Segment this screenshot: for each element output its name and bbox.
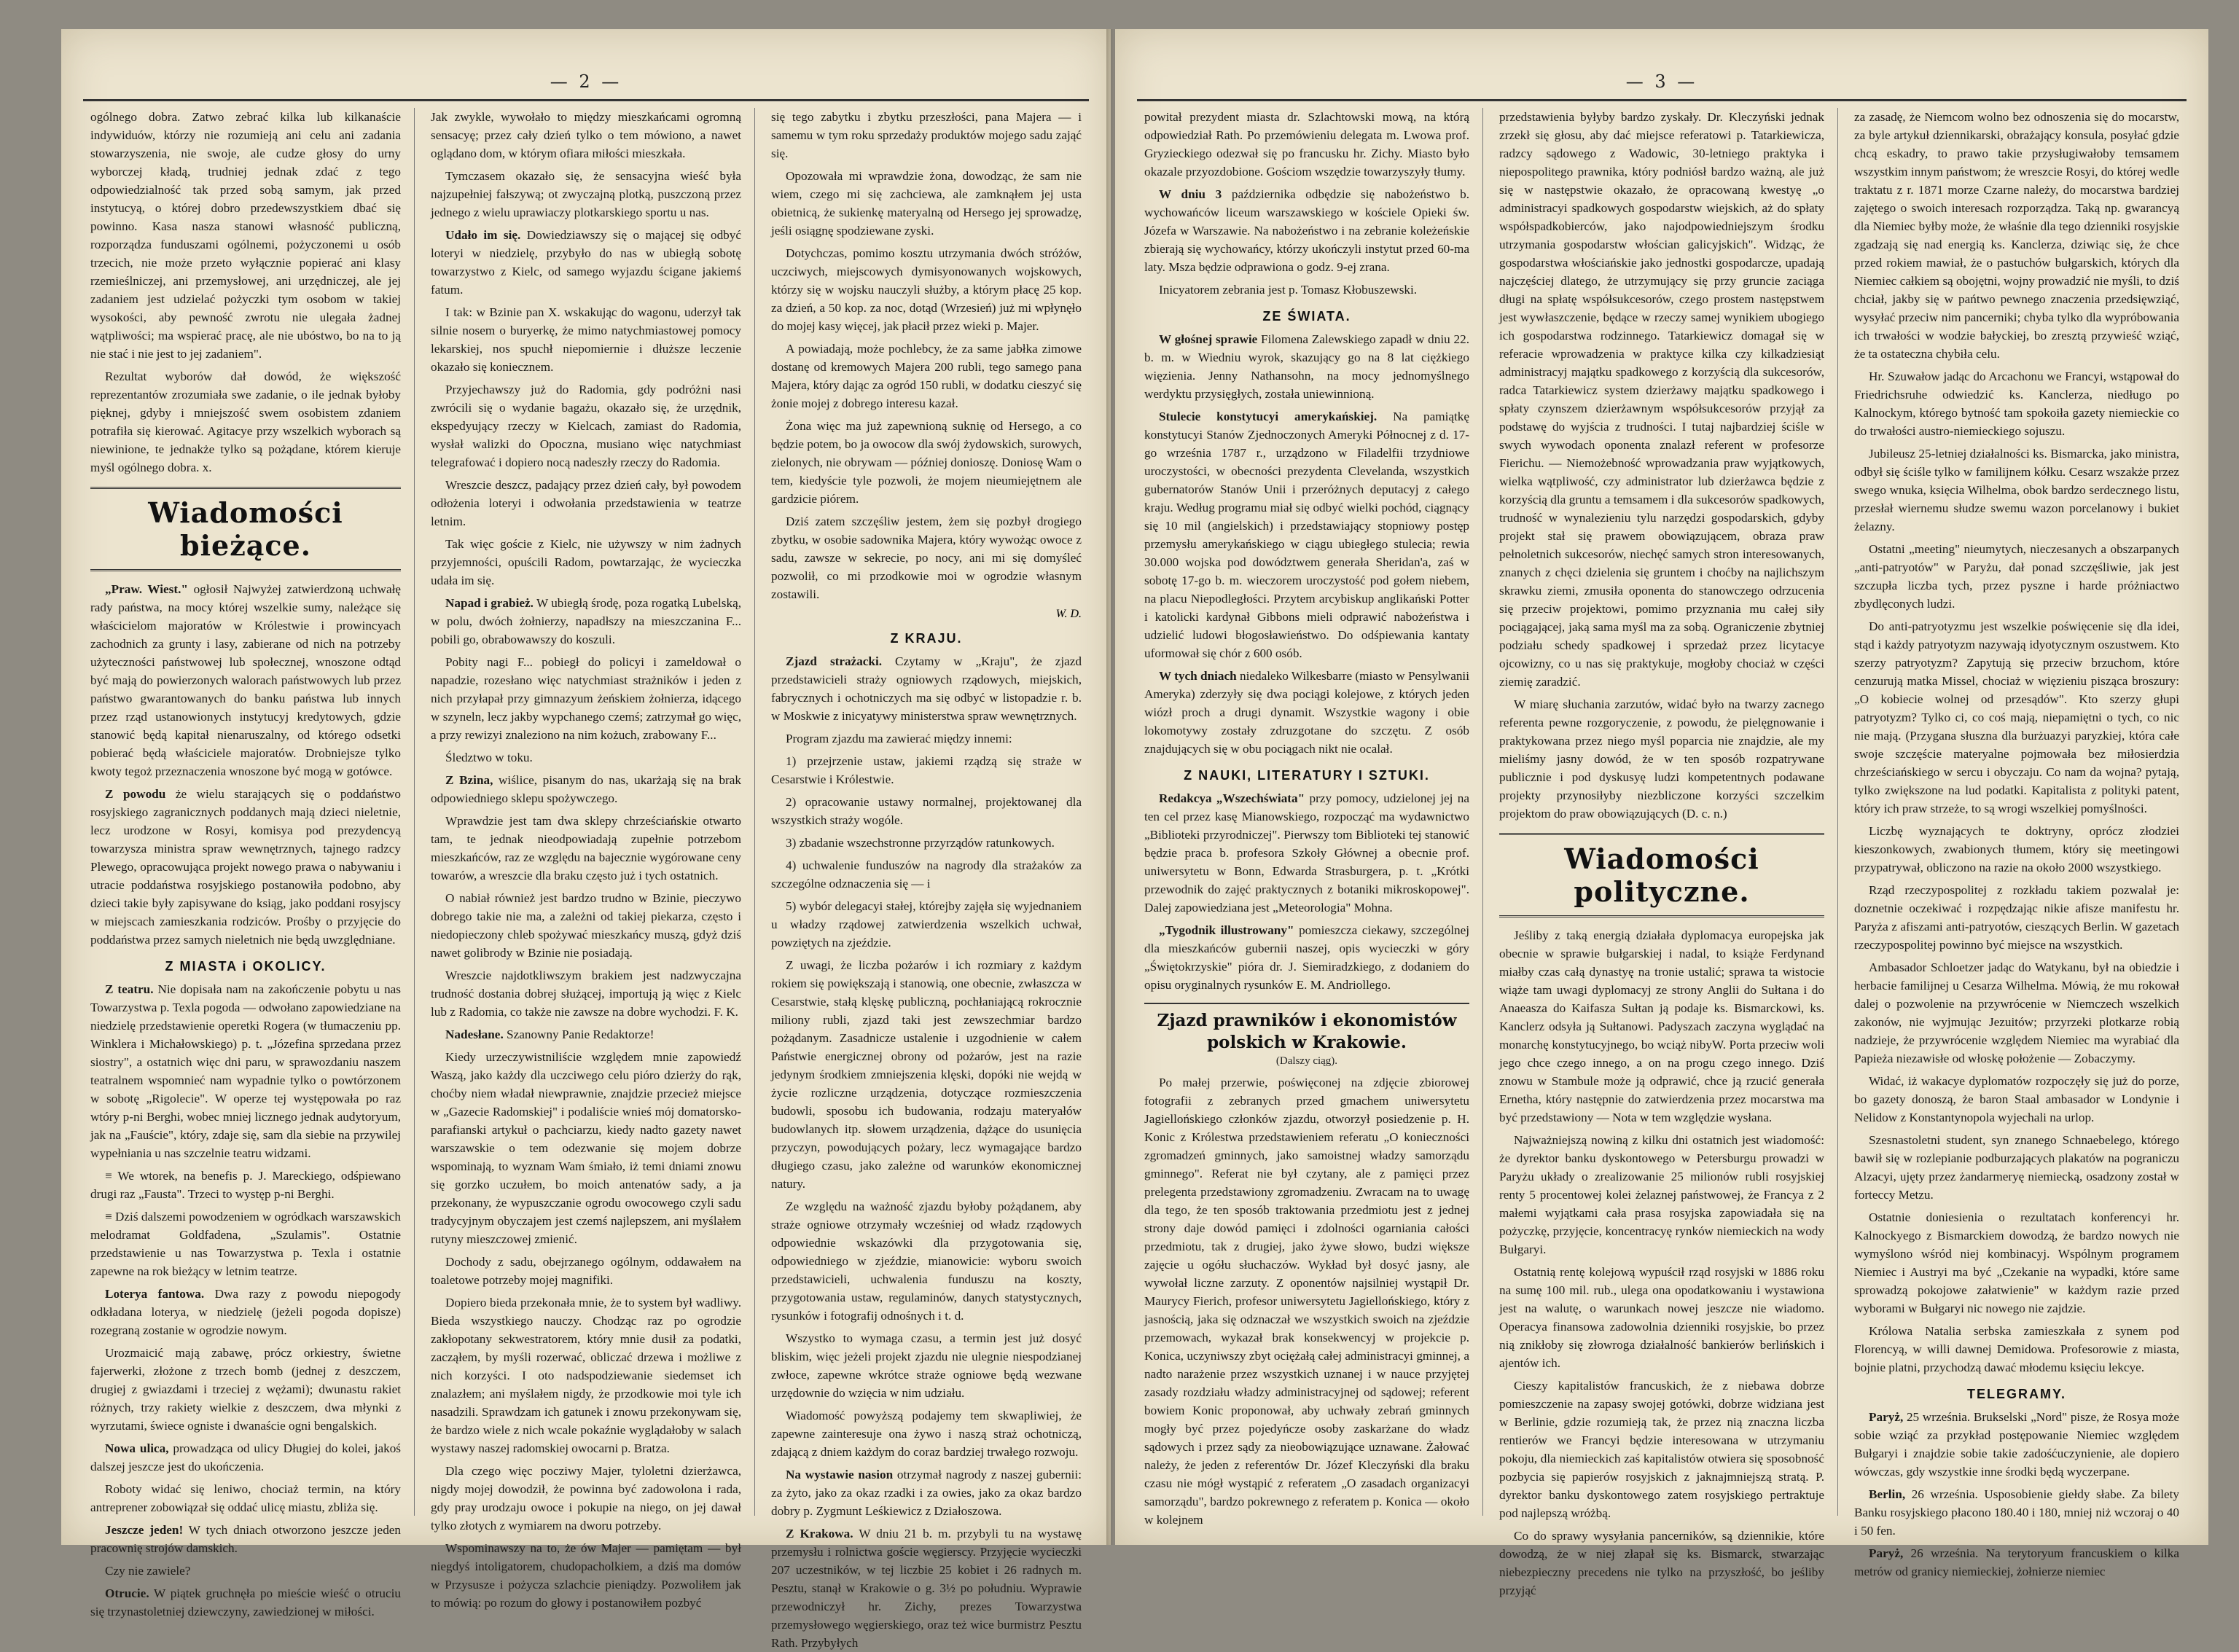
article-title: Zjazd prawników i ekonomistów polskich w Krakowie. [1144, 1003, 1469, 1054]
paragraph [1144, 1073, 1469, 1529]
paragraph-text: Przyjechawszy już do Radomia, gdy podróżni nasi zwrócili się o wydanie bagażu, okazało się, że urzędnik, ekspedyujący rzeczy w Kielcach, zamiast do Radomia, wysłał walizki do Opoczna, musiano więc natychmiast telegrafować i dopiero nocą nadeszły rzeczy do Radomia. [431, 383, 741, 469]
paragraph [771, 340, 1082, 412]
paragraph-text: prowadząca od ulicy Długiej do kolei, jakoś dalszej jeszcze jest do ukończenia. [90, 1441, 401, 1473]
paragraph-text: pomieszcza ciekawy, szczególnej dla mieszkańców gubernii naszej, opis wycieczki w góry „Świętokrzyskie" pióra dr. J. Siemiradzkiego, z dodaniem do opisu oryginalnych rysunków E. M. Andriollego. [1144, 923, 1469, 992]
paragraph [1499, 1527, 1824, 1600]
paragraph [771, 1197, 1082, 1325]
paragraph [1854, 1485, 2179, 1540]
paragraph [771, 1465, 1082, 1520]
paragraph-text: Dowiedziawszy się o mającej się odbyć loteryi w niedzielę, przybyło do nas w ubiegłą sobotę towarzystwo z Kielc, od samego wyjazdu ścigane jakiemś fatum. [431, 228, 741, 297]
article-header [1144, 1003, 1469, 1068]
paragraph-lead: Otrucie. [105, 1586, 149, 1600]
paragraph-lead: „Tygodnik illustrowany" [1159, 923, 1294, 937]
paragraph [1854, 617, 2179, 818]
paragraph-text: otrzymał nagrody z naszej gubernii: za żyto, jako za okaz rzadki i za owies, jako za okaz bardzo dobry p. Zygmunt Leśkiewicz z Działoszowa. [771, 1468, 1082, 1518]
paragraph-text: Dochody z sadu, obejrzanego ogólnym, oddawałem na toaletowe potrzeby mojej magnifiki. [431, 1255, 741, 1287]
section-heading: Wiadomości polityczne. [1499, 833, 1824, 917]
paragraph [771, 729, 1082, 748]
paragraph [90, 1521, 401, 1557]
paragraph-text: Wreszcie najdotkliwszym brakiem jest nadzwyczajna trudność dostania dobrej służącej, importują ją więc z Kielc lub z Radomia, co także nie zawsze na dobre wychodzi. F. K. [431, 968, 741, 1019]
column-container [90, 108, 1082, 1650]
paragraph-text: Wspominawszy na to, że ów Majer — pamiętam — był niegdyś intoligatorem, chudopacholkiem, a dziś ma domów w Przysusze i pożycza szlachcie pieniądzy. Pozwoliłem jak to mówią: po rozum do głowy i postanowiłem pozbyć [431, 1541, 741, 1610]
paragraph [771, 512, 1082, 603]
paragraph [1499, 108, 1824, 691]
paragraph-text: Liczbę wyznających te doktryny, oprócz złodziei kieszonkowych, zwabionych tłumem, który się meetingowi przypatrywał, obliczono na razie na około 2000 wszystkiego. [1854, 824, 2179, 874]
paragraph-text: Jubileusz 25-letniej działalności ks. Bismarcka, jako ministra, odbył się ściśle tylko w familijnem kółku. Cesarz wszakże przez swego wnuka, księcia Wilhelma, obok bardzo serdecznego listu, przesłał wiernemu słudze swemu wazon porcelanowy i bukiet żelazny. [1854, 447, 2179, 533]
paragraph-text: Ze względu na ważność zjazdu byłoby pożądanem, aby straże ogniowe otrzymały wcześniej od władz rządowych odpowiednie wskazówki dla przygotowania się, odpowiedniego w zjeździe, mianowicie: wyboru swoich przedstawicieli, uchwalenia funduszu na koszty, przygotowania ustaw, regulaminów, danych statystycznych, rysunków i fotografij odnośnych i t. d. [771, 1199, 1082, 1323]
paragraph-lead: „Praw. Wiest." [105, 582, 188, 596]
paragraph-lead: Na wystawie nasion [786, 1468, 894, 1481]
paragraph-lead: W dniu 3 [1159, 187, 1222, 201]
paragraph-text: Po małej przerwie, poświęconej na zdjęcie zbiorowej fotografii z zebranych przed gmachem uniwersytetu Jagiellońskiego członków zjazdu, otworzył posiedzenie p. H. Konic z Królestwa przedstawieniem referatu „O konieczności zgromadzeń gminnych, jako samoistnej władzy samorządu gminnego". Referat nie był czytany, ale z pamięci przez prelegenta przedstawiony zgromadzeniu. Zwracam na to uwagę dla tego, że ten sposób traktowania przedmiotu jest z jednej strony daje dowód pamięci i zdolności ogarniania całości przedmiotu, tak z drugiej, jako żywe słowo, budzi większe zajęcie u ogółu słuchaczów. Wykład był dosyć jasny, ale wywołał liczne zarzuty. Z oponentów najsilniej wystąpił Dr. Maurycy Fierich, profesor uniwersytetu Jagiellońskiego, który z jasnością, jaka się odznaczał we wszystkich swoich na zjeździe przemowach, wykazał brak konsekwencyj w projekcie p. Konica, uczyniwszy zbyt ociężałą całej administracyi gminnej, a nadto narażenie przez wszystkich uznanej i w nauce przyjętej zasady rozdziału władzy administracyjnej od sądowej; referent bowiem Konic proponował, aby uchwały zebrań gminnych mogły być przez pojedyńcze osoby zaskarżane do władz sądowych i przez sądy za nieobowiązujące uznawane. Żałować należy, że jeden z referentów Dr. Józef Kleczyński dla braku czasu nie mógł wystąpić z referatem „O zasadach organizacyi samorządu", bardzo pokrewnego z referatem p. Konica — około w kolejnem [1144, 1076, 1469, 1527]
paragraph-lead: Zjazd strażacki. [786, 654, 883, 668]
paragraph-text: Tymczasem okazało się, że sensacyjna wieść była najzupełniej fałszywą; ot zwyczajną plotką, puszczoną przez jednego z wielu uprawiaczy plotkarskiego sportu u nas. [431, 169, 741, 219]
paragraph-text: ≡ Dziś dalszemi powodzeniem w ogródkach warszawskich melodramat Goldfadena, „Szulamis". Ostatnie przedstawienie u nas Towarzystwa p. Texla i ostatnie zapewne na rok bieżący w letnim teatrze. [90, 1210, 401, 1278]
paragraph-text: Urozmaicić mają zabawę, prócz orkiestry, świetne fajerwerki, złożone z trzech bomb (jednej z deszczem, drugiej z gwiazdami i trzeciej z wężami); dwunastu rakiet różnych, trzy rakiety wielkie z deszczem, dwa młynki z wyrzutami, świece ogniste i dwanaście ogni bengalskich. [90, 1346, 401, 1433]
paragraph-text: 4) uchwalenie funduszów na nagrody dla strażaków za szczególne odznaczenia się — i [771, 858, 1082, 890]
paragraph [771, 856, 1082, 893]
paragraph [1144, 185, 1469, 276]
paragraph-text: Program zjazdu ma zawierać między innemi: [786, 732, 1012, 745]
paragraph-lead: Udało im się. [445, 228, 521, 242]
paragraph-lead: Nadesłane. [445, 1027, 504, 1041]
paragraph [1144, 281, 1469, 299]
paragraph-text: Inicyatorem zebrania jest p. Tomasz Kłobuszewski. [1159, 283, 1418, 297]
paragraph-text: Hr. Szuwałow jadąc do Arcachonu we Francyi, wstąpował do Friedrichsruhe odwiedzić ks. Kanclerza, niedługo po Kalnockym, którego bytność tam spokoiła gazety niemieckie co do trwałości austro-niemieckiego sojuszu. [1854, 369, 2179, 438]
paragraph [1854, 540, 2179, 613]
paragraph [90, 1562, 401, 1580]
paragraph-text: W piątek gruchnęła po mieście wieść o otruciu się trzynastoletniej dziewczyny, zawiedzionej w miłości. [90, 1586, 401, 1618]
paragraph-text: 5) wybór delegacyi stałej, którejby zajęła się wyjednaniem u władzy rządowej zatwierdzenia wszelkich uchwał, powziętych na zjeździe. [771, 899, 1082, 950]
paragraph-lead: Nowa ulica, [105, 1441, 169, 1455]
paragraph-text: Czytamy w „Kraju", że zjazd przedstawicieli straży ogniowych rządowych, miejskich, fabrycznych i ochotniczych ma się odbyć w listopadzie r. b. w Moskwie z inicyatywy ministerstwa spraw wewnętrznych. [771, 654, 1082, 723]
paragraph [1144, 789, 1469, 917]
paragraph [771, 244, 1082, 335]
paragraph-text: Jak zwykle, wywołało to między mieszkańcami ogromną sensacyę; przez cały dzień tylko o tem mówiono, a nawet oglądano dom, w którym ofiara miłości mieszkała. [431, 110, 741, 160]
paragraph [90, 1344, 401, 1435]
paragraph [1144, 667, 1469, 758]
paragraph [1144, 330, 1469, 403]
paragraph-lead: Z Krakowa. [786, 1527, 853, 1541]
paragraph [431, 226, 741, 299]
paragraph [1854, 1408, 2179, 1481]
paragraph [90, 1285, 401, 1339]
paragraph-text: się tego zabytku i zbytku przeszłości, pana Majera — i samemu w tym roku sprzedaży produktów mojego sadu zająć się. [771, 110, 1082, 160]
paragraph-text: przedstawienia byłyby bardzo zyskały. Dr. Kleczyński jednak zrzekł się głosu, aby dać miejsce referatowi p. Tatarkiewicza, radzcy sądowego z Wadowic, 30-letniego praktyka i niepospolitego prawnika, który podniósł bardzo ważną, ale już się w następstwie okazało, że opracowaną kwestyę „o administracyi spadkowych gospodarstw wiejskich, aż do spłaty współspadkobierców, jako najodpowiedniejszym środku utrzymania gospodarstw włościan galicyjskich". Widząc, że gospodarstwa włościańskie jako jednostki gospodarcze, upadają najczęściej dlatego, że utrzymujący się przy gruncie zaciąga długi na spłatę współsukcesorów, czego prostem następstwem jest wywłaszczenie, będące w rzeczy samej wynikiem ubogiego ich gospodarstwa rodzinnego. Tatarkiewicz domagał się w referacie wprowadzenia w praktyce kilka czy kilkadziesiąt administracyj majątku spadkowego z korzyścią dla sukcesorów, radca Tatarkiewicz system dzierżawy majątku spadkowego i spłaty czynszem dzierżawnym współsukcesorów przyjął za podstawę do wyjścia z trudności. I tutaj najbardziej ściśle w swych wywodach oponenta znalazł referent w profesorze Fierichu. — Niemożebność wprowadzania praw wyjątkowych, wielka wątpliwość, czy administrator lub dzierżawca będzie z korzyścią dla gruntu a temsamem i dla sukcesorów spadkowych, trudność w wynalezieniu tylu narzędzi gospodarskich, gdyby projekt stał się prawem obowiązującem, obraza praw pełnoletnich sukcesorów, niechęć samych stron interesowanych, znanych z chęci dzielenia się gruntem i choćby na najlichszym skrawku ziemi, zmusiła oponenta do stanowczego odrzucenia się przeciw projektowi, pomimo przyznania mu całej siły pociągającej, jaką sama myśl ma za sobą. Ograniczenie zbytniej podziału schedy spadkowej i sprzedaż przez licytacye ojcowizny, co u nas się praktykuje, mogłoby chociaż w części ziemię zaradzić. [1499, 110, 1824, 689]
paragraph-text: W ubiegłą środę, poza rogatką Lubelską, w polu, dwóch żołnierzy, napadłszy na mieszczanina F... pobili go, obrabowawszy do koszuli. [431, 596, 741, 646]
paragraph-text: Z uwagi, że liczba pożarów i ich rozmiary z każdym rokiem się powiększają i stanowią, one obecnie, zwłaszcza w Cesarstwie, stałą klęskę publiczną, pochłaniającą rokrocznie miliony rubli, zjazd taki jest zewszechmiar bardzo pożądanym. Zasadnicze ustalenie i uzgodnienie w całem Państwie energicznej obrony od pożarów, jest na razie jedynym środkiem zmniejszenia klęski, dopóki nie wejdą w życie rozliczne urządzenia, dotyczące rozmieszczenia budowli, sposobu ich budowania, rodzaju materyałów budowlanych itp. słowem urządzenia, dążące do usunięcia przyczyn, powodujących pożary, lecz wymagające bardzo długiego czasu, jako zależne od warunków ekonomicznej natury. [771, 958, 1082, 1191]
paragraph-text: 26 września. Na terytoryum francuskiem o kilka metrów od granicy niemieckiej, żołnierze niemiec [1854, 1546, 2179, 1578]
paragraph [1499, 1377, 1824, 1522]
paragraph-text: Widać, iż wakacye dyplomatów rozpoczęły się już do porze, bo gazety donoszą, że baron Staal ambasador w Londynie i Nelidow z Konstantynopola wyjechali na urlop. [1854, 1074, 2179, 1124]
paragraph-text: Wreszcie deszcz, padający przez dzień cały, był powodem odłożenia loteryi i odwołania przedstawienia w teatrze letnim. [431, 478, 741, 528]
paragraph [771, 108, 1082, 163]
header-rule [1137, 99, 2187, 101]
paragraph [771, 956, 1082, 1193]
paragraph-text: Ostatnie doniesienia o rezultatach konferencyi hr. Kalnockyego z Bismarckiem dowodzą, że bardzo nowych nie wymyślono wśród niej kombinacyj. Wspólnym programem Niemiec i Austryi ma być „Czekanie na wypadki, które same sprowadzą pokojowe załatwienie" w każdym razie przed wyborami w Bułgaryi nic nowego nie zajdzie. [1854, 1210, 2179, 1315]
paragraph [771, 417, 1082, 508]
paragraph-text: przy pomocy, udzielonej jej na ten cel przez kasę Mianowskiego, rozpocząć ma wydawnictwo „Biblioteki przyrodniczej". Pierwszy tom Biblioteki tej stanowić będzie praca b. profesora Szkoły Głównej a obecnie prof. uniwersytetu w Bonn, Edwarda Strasburgera, p. t. „Krótki przewodnik do zajęć praktycznych z botaniki mikroskopowej". Dalej zapowiedziana jest „Meteorologia" Mohna. [1144, 791, 1469, 915]
paragraph-lead: Paryż, [1869, 1546, 1904, 1560]
paragraph-text: za zasadę, że Niemcom wolno bez odnoszenia się do mocarstw, za byle artykuł dziennikarski, obrażający konsula, posyłać gdzie chcą eskadry, to prawo takie przysługiwałoby temsamem wszystkim innym państwom; że wreszcie Rosyi, do której wedle traktatu z r. 1871 morze Czarne należy, do mocarstwa bardziej zajętego o swoich interesach rozporządza. Taką np. gwarancyą dla Niemiec byłby może, że właśnie dla tego dzienniki rosyjskie zgadzają się nad energią ks. Kanclerza, dziwiąc się, że chce przed rokiem mawiał, że o pastuchów bułgarskich, których dla Niemiec całkiem są obojętni, wojny prowadzić nie myśli, to dziś chciał, jakby się w pańtwo pewnego znaczenia przedsięwziąć, wysyłać przeciw nim pancerniki; chyba tylko dla wypróbowania ich trwałości w wodzie bałyckiej, bo zresztą przywieść wziąć, że ta ostateczna chybiła celu. [1854, 110, 2179, 361]
paragraph-text: niedaleko Wilkesbarre (miasto w Pensylwanii Ameryka) zderzyły się dwa pociągi kolejowe, z których jeden wiózł proch a drugi dynamit. Wszystkie wagony i obie lokomotywy zostały zdruzgotane do szczętu. Z osób znajdujących się w obu pociągach nikt nie ocalał. [1144, 669, 1469, 756]
paragraph [1854, 1131, 2179, 1204]
paragraph-text: Ostatnią rentę kolejową wypuścił rząd rosyjski w 1886 roku na sumę 100 mil. rub., ulega ona opodatkowaniu i wystawiona jest na walutę, o warunkach nowej jeszcze nie wiadomo. Operacya finansowa zadowolnia dzienniki rosyjskie, bo przez nią znikłoby się złowroga działalność bankierów berlińskich i ajentów ich. [1499, 1265, 1824, 1370]
paragraph [771, 793, 1082, 829]
paragraph-lead: Jeszcze jeden! [105, 1523, 184, 1537]
article-continuation: (Dalszy ciąg). [1275, 1055, 1338, 1067]
paragraph [1854, 445, 2179, 536]
paragraph-text: 25 września. Brukselski „Nord" pisze, że Rosya może sobie wziąć za przykład postępowanie Niemiec względem Bułgaryi i znajdzie sobie takie zadośćuczynienie, ale dopiero wówczas, gdy wszystkie inne środki będą wyczerpane. [1854, 1410, 2179, 1479]
paragraph-text: Ostatni „meeting" nieumytych, nieczesanych a obszarpanych „anti-patryotów" w Paryżu, dał ponad szczęśliwie, jak jest szczupła liczba tych, przez pyszne i harde próżniactwo zbydlęconych ludzi. [1854, 542, 2179, 611]
paragraph-text: października odbędzie się nabożeństwo b. wychowańców liceum warszawskiego w kościele Opieki św. Józefa w Warszawie. Na nabożeństwo i na zebranie koleżeńskie zbierają się wychowańcy, którzy ukończyli instytut przed 60-ma laty. Msza będzie odprawiona o godz. 9-ej zrana. [1144, 187, 1469, 274]
paragraph-text: Dotychczas, pomimo kosztu utrzymania dwóch stróżów, uczciwych, miejscowych dymisyonowanych wojskowych, którzy się w wojsku nauczyli służby, a którym płacę 25 kop. za dzień, a 50 kop. za noc, dotąd (Wrzesień) już mi wpłynęło do mojej kasy więcej, jak płacił przez wieki p. Majer. [771, 246, 1082, 333]
paragraph [1854, 1072, 2179, 1127]
signature: W. D. [1055, 608, 1082, 620]
paragraph-text: Wiadomość powyższą podajemy tem skwapliwiej, że zapewne zainteresuje ona żywo i naszą straż ochotniczą, zdającą z dniem każdym do coraz bardziej trwałego rozwoju. [771, 1409, 1082, 1459]
paragraph [771, 1329, 1082, 1402]
paragraph-text: Dwa razy z powodu niepogody odkładana loterya, w niedzielę (jeżeli pogoda dopisze) rozegraną zostanie w ogrodzie nowym. [90, 1287, 401, 1337]
paragraph [771, 834, 1082, 852]
paragraph-text: Najważniejszą nowiną z kilku dni ostatnich jest wiadomość: że dyrektor banku dyskontowego w Petersburgu prowadzi w Paryżu układy o zrealizowanie 25 milionów rubli rosyjskiej renty 5 procentowej kolei żelaznej państwowej, że Francya z 2 małemi wyjątkami cała prasa rosyjska zapowiadała się na pożyczkę, przyjęcie, koncentracyę rynków niemieckich na wody Bułgaryi. [1499, 1133, 1824, 1256]
paragraph-text: Wszystko to wymaga czasu, a termin jest już dosyć bliskim, więc jeżeli projekt zjazdu nie ulegnie niespodzianej zwłoce, zapewne wkrótce straże ogniowe będą wezwane urzędownie do wzięcia w nim udziału. [771, 1331, 1082, 1400]
paragraph-text: Szanowny Panie Redaktorze! [503, 1027, 654, 1041]
paragraph-text: Filomena Zalewskiego zapadł w dniu 22. b. m. w Wiedniu wyrok, skazujący go na 8 lat ciężkiego więzienia. Jenny Nathansohn, na mocy jednomyślnego werdyktu przysięgłych, została uniewinnioną. [1144, 332, 1469, 401]
paragraph [90, 367, 401, 477]
paragraph-text: ogólnego dobra. Zatwo zebrać kilka lub kilkanaście indywiduów, którzy nie rozumieją ani celu ani zadania stowarzyszenia, nie swoje, ale cudze głosy do urny wyborczej kładą, trudniej jednak zdać z tego odpowiedzialność tak przed sobą samym, jak przed instytucyą, o której dobro przedewszystkiem dbać się powinno. Kasa nasza stanowi własność publiczną, rozporządza funduszami ogólnemi, pożyczonemi u osób trzecich, nie może przeto wyłącznie popierać ani klasy rzemieślniczej, ani przemysłowej, ani urzędniczej, ale jej zadaniem jest udzielać pożyczki tym osobom w takiej wysokości, aby pewność zwrotu nie ulegała żadnej wątpliwości; ma wspierać pracę, ale nie ubóstwo, bo na to ją nie stać i nie jest to jej zadaniem". [90, 110, 401, 361]
paragraph-text: Ambasador Schloetzer jadąc do Watykanu, był na obiedzie i herbacie familijnej u Cesarza Wilhelma. Mówią, że mu rokował dalej o pozwolenie na przywrócenie w Niemczech wszelkich zakonów, nie wyjmując Jezuitów; przyrzeki plotkarze robią nadzieje, że przywrócenie względem Niemiec ma wyrabiać dla Papieża niezawisłe od włoskę położenie — Zobaczymy. [1854, 960, 2179, 1065]
paragraph-text: W tych dniach otworzono jeszcze jeden pracownię strojów damskich. [90, 1523, 402, 1555]
paragraph [771, 652, 1082, 725]
column [771, 108, 1082, 1650]
left-page [61, 29, 1111, 1650]
paragraph-text: Dziś zatem szczęśliw jestem, żem się pozbył drogiego zbytku, w osobie sadownika Majera, który wywożąc owoce z sadu, zawsze w sekrecie, po nocy, ani mi się domyśleć pozwolił, co mi przodkowie moi w ogrodzie własnym zostawili. [771, 514, 1082, 601]
paragraph [431, 1539, 741, 1612]
paragraph-text: 2) opracowanie ustawy normalnej, projektowanej dla wszystkich straży wogóle. [771, 795, 1082, 827]
paragraph-text: Szesnastoletni student, syn znanego Schnaebelego, którego bawił się w rozlepianie podburzających plakatów na pograniczu Alzacyi, ujęty przez żandarmeryę niemiecką, osadzony został w forteccy Metzu. [1854, 1133, 2179, 1202]
paragraph-text: I tak: w Bzinie pan X. wskakując do wagonu, uderzył tak silnie nosem o buryerkę, że mimo natychmiastowej pomocy lekarskiej, nos spuchł niepomiernie i dłuższe leczenie okazało się koniecznem. [431, 305, 741, 374]
paragraph-lead: Paryż, [1869, 1410, 1904, 1424]
paragraph [90, 580, 401, 780]
paragraph-text: Pobity nagi F... pobiegł do policyi i zameldował o napadzie, rozesłano więc natychmiast strażników i jeden z nich przyłapał przy gimnazyum żeńskiem żołnierza, idącego w szyneln, lecz jakby wypchanego czemś; zatrzymał go więc, a przy rewizyi znaleziono na nim kożuch, zrabowany F... [431, 655, 741, 742]
paragraph [1144, 108, 1469, 181]
paragraph-lead: W tych dniach [1159, 669, 1237, 683]
paragraph-text: Roboty widać się leniwo, chociaż termin, na który antreprener zobowiązał się oddać ulicę miastu, zbliża się. [90, 1482, 401, 1514]
column [1499, 108, 1838, 1597]
subsection-heading: ZE ŚWIATA. [1262, 309, 1351, 324]
right-page [1115, 29, 2208, 1597]
paragraph-text: 1) przejrzenie ustaw, jakiemi rządzą się straże w Cesarstwie i Królestwie. [771, 754, 1082, 786]
paragraph-text: W miarę słuchania zarzutów, widać było na twarzy zacnego referenta pewne rozgoryczenie, z powodu, że pielęgnowanie i praktykowana przez niego myśl poparcia nie znajdzie, ale my mieliśmy jasny dowód, że w ten sposób rozpatrywane publicznie i pod dyskusyę ludzi kompetentnych podawane projekty przynosiłyby niezbliczone korzyści szczelkim projektom do praw obowiązujących (D. c. n.) [1499, 697, 1824, 821]
paragraph [1144, 921, 1469, 994]
paragraph-text: ogłosił Najwyżej zatwierdzoną uchwałę rady państwa, na mocy której wszelkie sumy, należące się właścicielom majoratów w Królestwie i prowincyach zachodnich za grunty i lasy, zabierane od nich na potrzeby użyteczności państwowej lub społecznej, wnoszone odtąd być mają do powierzonych walorach państwowych lub przez państwo gwarantowanych do banku państwa lub innych przez rząd ustanowionych instytucyj kredytowych, gdzie stanowić będą kapitał nienaruszalny, od którego odsetki pobierać będą właściciele majoratów. Drobniejsze tylko kwoty tegoż przeznaczenia wnoszone być mogą w gotówce. [90, 582, 401, 778]
paragraph [431, 966, 741, 1021]
column-container [1144, 108, 2179, 1597]
header-rule [83, 99, 1089, 101]
paragraph-lead: Stulecie konstytucyi amerykańskiej. [1159, 410, 1378, 423]
paragraph [1144, 407, 1469, 662]
paragraph-text: Na pamiątkę konstytucyi Stanów Zjednoczonych Ameryki Północnej z d. 17-go września 1787 r., urządzono w Filadelfii trzydniowe uroczystości, w obecności prezydenta Clevelanda, wszystkich gubernatorów Stanów Unii i przeróżnych deputacyj z całego kraju. Według programu miał się odbyć wielki pochód, ciągnący się 10 mil (angielskich) i przedstawiający stopniowy postęp przemysłu amerykańskiego w ciągu ubiegłego stulecia; rewia 30.000 wojska pod dowództwem generała Sheridan'a, zaś w sobotę 17-go b. m. wieczorem uroczystość pod gołem niebem, na placu Niepodległości. Przytem arcybiskup anglikański Potter i katolicki kardynał Gibbons mieli odprawić nabożeństwa i udzielić ludowi błogosławieństwo. Do odśpiewania kantaty uformował się chór z 600 osób. [1144, 410, 1469, 660]
paragraph-lead: W głośnej sprawie [1159, 332, 1258, 346]
paragraph [431, 1048, 741, 1248]
column [1854, 108, 2179, 1578]
paragraph-lead: Berlin, [1869, 1487, 1906, 1501]
paragraph-text: Tak więc goście z Kielc, nie używszy w nim żadnych przyjemności, opuścili Radom, powtarzając, że wycieczka udała im się. [431, 537, 741, 587]
paragraph [431, 748, 741, 767]
paragraph [431, 812, 741, 885]
paragraph-text: 26 września. Usposobienie giełdy słabe. Za bilety Banku rosyjskiego płacono 180.40 i 180, mniej niż wczoraj o 40 i 50 fen. [1854, 1487, 2179, 1538]
paragraph-text: Rząd rzeczypospolitej z rozkładu takiem pozwalał je: doznetnie oczekiwać i rozpędzając nikie afisze manifestu hr. Paryża z afiszami anti-patryotów, cieszących Berlin. W gazetach rzeczypospolitej powinno być miejsce na wszystkich. [1854, 883, 2179, 952]
paragraph-text: Dla czego więc pocziwy Majer, tyloletni dzierżawca, nigdy mojej dowodził, że powinna być zadowolona i rada, gdy pray urodzaju owoce i pokupie na niego, on jej dawał tylko złotych z wymiarem na dworu potrzeby. [431, 1464, 741, 1532]
paragraph [431, 167, 741, 222]
paragraph [90, 1207, 401, 1280]
paragraph [771, 1406, 1082, 1461]
page-number: — 2 — [550, 71, 622, 92]
section-heading: Wiadomości bieżące. [90, 487, 401, 571]
subsection-heading: Z MIASTA i OKOLICY. [165, 959, 327, 974]
paragraph [431, 771, 741, 807]
paragraph [1499, 695, 1824, 823]
paragraph [1854, 881, 2179, 954]
paragraph-text: W dniu 21 b. m. przybyli tu na wystawę przemysłu i rolnictwa goście węgierscy. Przyjęcie wycieczki 207 uczestników, w tej liczbie 25 kobiet i 26 radnych m. Pesztu, stanął w Krakowie o g. 3½ po południu. Wyprawie przewodniczył hr. Zichy, prezes Towarzystwa przemysłowego węgierskiego, oraz też wice burmistrz Pesztu Rath. Przybyłych [771, 1527, 1082, 1650]
paragraph [431, 1462, 741, 1535]
paragraph [771, 752, 1082, 788]
paragraph [431, 303, 741, 376]
column [431, 108, 755, 1610]
paragraph [90, 980, 401, 1162]
paragraph [90, 108, 401, 363]
paragraph [1854, 822, 2179, 877]
subsection-heading: Z NAUKI, LITERATURY I SZTUKI. [1184, 768, 1430, 783]
paragraph [771, 897, 1082, 952]
paragraph [90, 1584, 401, 1621]
paragraph [431, 1293, 741, 1457]
paragraph [1499, 1131, 1824, 1258]
paragraph-text: Czy nie zawiele? [105, 1564, 191, 1578]
paragraph [431, 889, 741, 962]
paragraph [1854, 1208, 2179, 1318]
subsection-heading: TELEGRAMY. [1966, 1387, 2066, 1401]
paragraph [1854, 367, 2179, 440]
paragraph [431, 380, 741, 471]
paragraph-lead: Redakcya „Wszechświata" [1159, 791, 1305, 805]
subsection-heading: Z KRAJU. [890, 631, 963, 646]
paragraph-text: Dopiero bieda przekonała mnie, że to system był wadliwy. Bieda wszystkiego nauczy. Chodząc raz po ogrodzie zakłopotany sekwestratorem, który mnie dusił za podatki, zacząłem, by myśli rozerwać, obliczać drzewa i możliwe z nich korzyści. I oto nadspodziewanie siedemset ich znalazłem; ani myślałem nigdy, że przodkowie moi tyle ich nasadzili. Sprawdzam ich gatunek i znowu przekonywam się, że bardzo wiele z nich wcale pokaźnie wyglądałoby w salach wystawy naszej radomskiej owocarni p. Bratza. [431, 1296, 741, 1455]
paragraph [431, 1253, 741, 1289]
paragraph [1499, 926, 1824, 1127]
paragraph [431, 1025, 741, 1044]
paragraph-lead: Z powodu [105, 787, 166, 801]
paragraph [90, 1480, 401, 1516]
paragraph-text: Żona więc ma już zapewnioną suknię od Hersego, a co będzie potem, bo ja owocow dla swój żydowskich, surowych, zielonych, nie obrywam — później donioszę. Doniosę Wam o tem, kiedyście tyle pozwoli, że mojem nieumiejętnem ale gardzicie piórem. [771, 419, 1082, 506]
paragraph-text: Królowa Natalia serbska zamieszkała z synem pod Florencyą, w willi dawnej Demidowa. Profesorowie z miasta, bojnie platni, przychodzą dawać młodemu księciu lekcye. [1854, 1324, 2179, 1374]
paragraph-text: ≡ We wtorek, na benefis p. J. Mareckiego, odśpiewano drugi raz „Fausta". Trzeci to występ p-ni Berghi. [90, 1169, 401, 1201]
paragraph [431, 476, 741, 531]
paragraph [431, 108, 741, 163]
paragraph-text: że wielu starających się o poddaństwo rosyjskiego zagranicznych poddanych mają dzieci nieletnie, lecz urodzone w Rosyi, komisya pod prezydencyą towarzysza ministra spraw wewnętrznych, tajnego radzcy Plewego, opracowująca projekt nowego prawa o nabywaniu i utracie poddaństwa rosyjskiego postanowiła podobno, aby dzieci takie były zapisywane do ksiąg, jako poddani rosyjscy w miejscach zamieszkania rodziców. Prośby o przyjęcie do poddaństwa przez samych nieletnich nie będą uwzględniane. [90, 787, 401, 947]
paragraph-text: 3) zbadanie wszechstronne przyrządów ratunkowych. [786, 836, 1055, 850]
paragraph-lead: Loterya fantowa. [105, 1287, 205, 1301]
paragraph-text: O nabiał również jest bardzo trudno w Bzinie, pieczywo dobrego takie nie ma, a zależni od takiej piekarza, często i niedopieczony chleb spożywać mieszkańcy muszą, gdyż dziś nawet golibrody w Bzinie nie posiadają. [431, 891, 741, 960]
paragraph [1499, 1263, 1824, 1372]
page-number: — 3 — [1625, 71, 1698, 92]
paragraph [1854, 1544, 2179, 1581]
paragraph-lead: Napad i grabież. [445, 596, 534, 610]
paragraph [90, 1439, 401, 1476]
paragraph [1854, 958, 2179, 1068]
paragraph-lead: Z Bzina, [445, 773, 493, 787]
paragraph [771, 167, 1082, 240]
paragraph [771, 1524, 1082, 1652]
paragraph [90, 785, 401, 949]
paragraph-text: wiślice, pisanym do nas, ukarżają się na brak odpowiedniego sklepu spożywczego. [431, 773, 741, 805]
paragraph-text: Nie dopisała nam na zakończenie pobytu u nas Towarzystwa p. Texla pogoda — odwołano zapowiedziane na niedzielę przedstawienie operetki Rogera (w tłumaczeniu pp. Winklera i Michałowskiego) p. t. „Józefina sprzedana przez siostry", a ostatnich więc dni paru, w sprawozdaniu naszem teatralnem wspomnieć nam wypadnie tylko o powtórzonem w sobotę „Rigolecie". W operze tej występowała po raz wtóry p-ni Berghi, wobec mniej licznego jednak audytoryum, jak na „Fauście", który, zdaje się, sam dla siebie na przywilej wypełniania u nas szczelnie teatru widzami. [90, 982, 401, 1160]
column [90, 108, 415, 1618]
paragraph-text: Śledztwo w toku. [445, 751, 533, 764]
paragraph [431, 653, 741, 744]
paragraph-lead: Z teatru. [105, 982, 154, 996]
paragraph-text: Wprawdzie jest tam dwa sklepy chrześciańskie otwarto tam, te jednak nieodpowiadają zupełnie potrzebom mieszkańców, raz ze względu na bajecznie wygórowane ceny towarów, a wreszcie dla braku często już i tych ostatnich. [431, 814, 741, 882]
paragraph-text: Cieszy kapitalistów francuskich, że z niebawa dobrze pomieszczenie na zapasy swojej gotówki, dobrze widziana jest w Berlinie, gdzie rozumieją tak, że przez nią znaczna liczba rentierów we Francyi będzie interesowana w utrzymaniu pokoju, dla niemieckich zaś kapitalistów otwiera się sposobność pozbycia się papierów rosyjskich z jaknajmniejszą stratą. P. dyrektor banku dyskontowego zatem rosyjskiego pertraktuje pod najlepszą wróżbą. [1499, 1379, 1824, 1520]
paragraph-text: Co do sprawy wysyłania pancerników, są dziennikie, które dowodzą, że w niej złapał się ks. Bismarck, stwarzając niebezpieczny precedens nie tylko na przyszłość, bo jeśliby przyjąć [1499, 1529, 1824, 1597]
paragraph-text: A powiadają, może pochlebcy, że za same jabłka zimowe dostanę od kremowych Majera 200 rubli, tego samego pana Majera, który dając za ogród 150 rubli, w dodatku cieszyć się żonie mojej z dobrego interesu kazał. [771, 342, 1082, 410]
column [1144, 108, 1483, 1527]
paragraph-text: powitał prezydent miasta dr. Szlachtowski mową, na którą odpowiedział Rath. Po przemówieniu delegata m. Lwowa prof. Gryzieckiego odezwał się po francusku hr. Zichy. Miasto było okazale przyozdobione. Gościom wszędzie towarzyszyły tłumy. [1144, 110, 1469, 179]
paragraph [431, 594, 741, 649]
paragraph [1854, 1322, 2179, 1377]
paragraph-text: Kiedy urzeczywistniliście względem mnie zapowiedź Waszą, jako każdy dla uczciwego celu pióro dzierży do rąk, choćby niem władał niewprawnie, znajdzie przecież miejsce w „Gazecie Radomskiej" i podaliście wnieś mój domatorsko-parafianski artykuł o pachciarzu, kiedy nadto gazety nawet warszawskie o tem odezwanie się mojem dobrze wspominają, to wyznam Wam śmiało, iż temi dniami znowu się gorzko uczułem, bo moich antenatów sady, a ja przekonany, że wypuszczanie ogrodu owocowego czyli sadu tradycyjnym obyczajem jest czemś najlepszem, ani myślałem rutyny mieszczowej zmienić. [431, 1050, 741, 1246]
paragraph [90, 1167, 401, 1203]
paragraph-text: Opozowała mi wprawdzie żona, dowodząc, że sam nie wiem, czego mi się zachciewa, ale zamknąłem jej usta obietnicą, że sukienkę materyalną od Hersego jej sprowadzę, jeśli osiągnę spodziewane zyski. [771, 169, 1082, 238]
paragraph-text: Rezultat wyborów dał dowód, że większość reprezentantów zrozumiała swe zadanie, o ile jednak byłoby pięknej, gdyby i mniejszość swem osobistem zdaniem potrafiła się kierować. Agitacye przy wszelkich wyborach są niewinione, te jednakże tylko są pożądane, którem kieruje myśl ogólnego dobra. x. [90, 369, 401, 474]
paragraph [431, 535, 741, 590]
paragraph [1854, 108, 2179, 363]
paragraph-text: Do anti-patryotyzmu jest wszelkie poświęcenie się dla idei, stąd i każdy patryotyzm nazywają idyotycznym oszustwem. Kto szerzy patryotyzm? Zapytują się przeciw brzuchom, które cenzurują matka Missel, chociaż w więzieniu pisząca broszury: „O kobiecie wolnej od przesądów". Kto szerzy głupi patryotyzm? Tylko ci, co coś mają, niepamiętni o tych, co nic nie mają. (Przygana słuszna dla burżuazyi paryzkiej, która całe swoje szczęście materyalne pojmowała bez miłosierdzia chrześciańskiego w sercu i obyczaju. Co nam da wojna? pytają, tylko zwiększone na lud podatki. Kapitalista z polityki patent, który ich praw strzeże, to są wrogi wszelkiej pomyślności. [1854, 619, 2179, 815]
paragraph-text: Jeśliby z taką energią działała dyplomacya europejska jak obecnie w sprawie bułgarskiej i nadal, to książe Ferdynand miałby czas całą dynastyę na tronie ustalić; sprawa ta wistocie wiąże tam uwagi dyplomacyj ze strony Anglii do Sułtana i do Anaeasza do Kaifasza Sułtan ją podaje ks. Bismarckowi, ks. Kanclerz odsyła ją Sułtanowi. Padyszach zaczyna wyglądać na monarchę konstytucyjnego, bo wciąż nibyW. Porta przeciw woli jego chce czego innego, a on na progu czego innego. Dziś znowu w Stambule może ją odprawić, chce ją rzucić generała Ernetha, który następnie do zatwierdzenia przez mocarstwa ma być przedstawiony — Nota w tem względzie wysłana. [1499, 928, 1824, 1124]
